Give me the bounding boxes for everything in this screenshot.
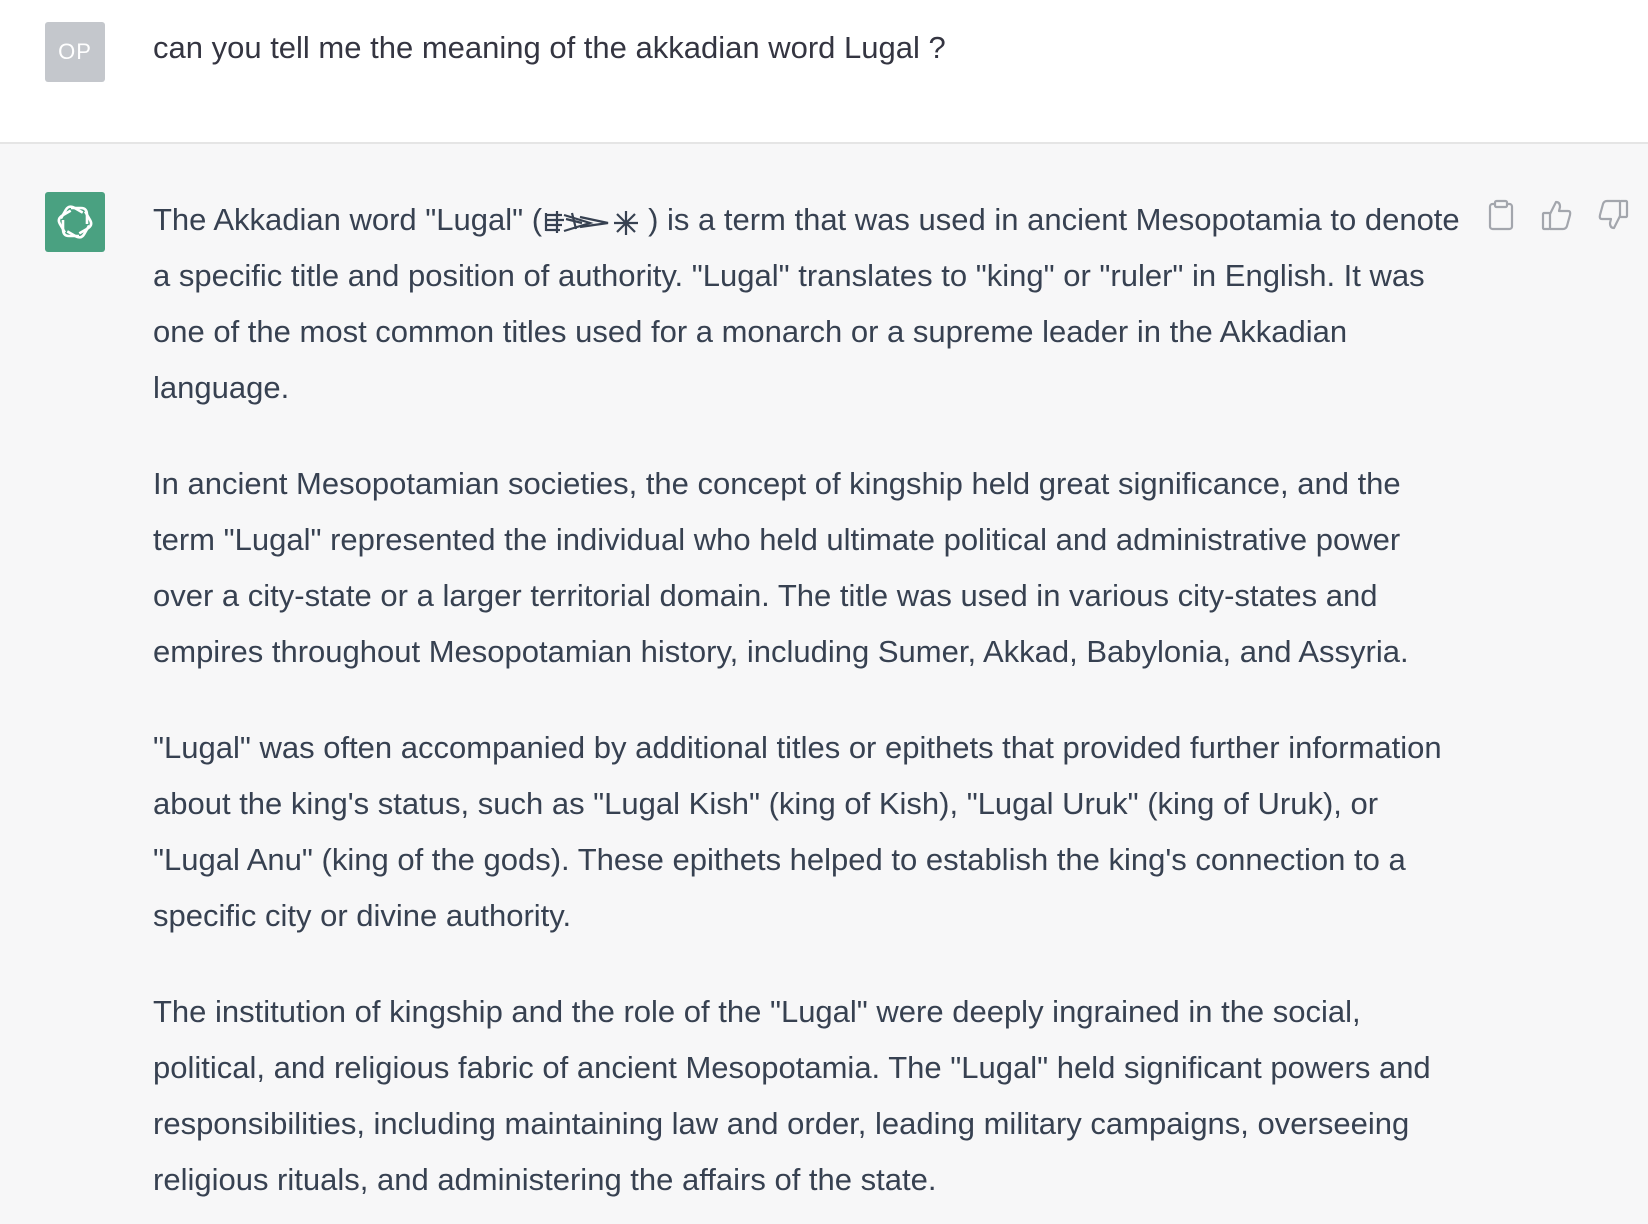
response-paragraph: In ancient Mesopotamian societies, the concept of kingship held great significance, and the term "Lugal" represented the individual who held ultimate political and administrative power over a city-state or a larger territorial domain. The title was used in various city-states and empires throughout Mesopotamian history, including Sumer, Akkad, Babylonia, and Assyria. <box>153 466 1409 669</box>
thumbs-down-icon <box>1597 199 1629 231</box>
message-actions <box>1484 198 1630 232</box>
assistant-avatar <box>45 192 105 252</box>
assistant-message-row <box>0 144 1648 1224</box>
clipboard-icon <box>1487 199 1515 231</box>
response-paragraph <box>153 192 1463 416</box>
assistant-response <box>153 192 1463 1224</box>
user-message-text: can you tell me the meaning of the akkadian word Lugal ? <box>153 30 946 65</box>
copy-button[interactable] <box>1484 198 1518 232</box>
thumbs-up-button[interactable] <box>1540 198 1574 232</box>
response-paragraph: "Lugal" was often accompanied by additional titles or epithets that provided further information about the king's status, such as "Lugal Kish" (king of Kish), "Lugal Uruk" (king of Uruk), or "Lugal Anu" (king of the gods). These epithets helped to establish the king's connection to a specific city or divine authority. <box>153 730 1442 933</box>
user-message-row <box>0 0 1648 144</box>
paragraph-text: ) is a term that was used in ancient Mesopotamia to denote a specific title and position of authority. "Lugal" translates to "king" or "ruler" in English. It was one of the most common titles used for a monarch or a supreme leader in the Akkadian language. <box>153 202 1460 405</box>
user-avatar: OP <box>45 22 105 82</box>
openai-logo-icon <box>53 200 97 244</box>
response-paragraph: The institution of kingship and the role of the "Lugal" were deeply ingrained in the social, political, and religious fabric of ancient Mesopotamia. The "Lugal" held significant powers and responsibilities, including maintaining law and order, leading military campaigns, overseeing religious rituals, and administering the affairs of the state. <box>153 994 1431 1197</box>
cuneiform-sign-image <box>542 207 648 237</box>
thumbs-up-icon <box>1541 199 1573 231</box>
paragraph-text: The Akkadian word "Lugal" ( <box>153 202 543 237</box>
thumbs-down-button[interactable] <box>1596 198 1630 232</box>
